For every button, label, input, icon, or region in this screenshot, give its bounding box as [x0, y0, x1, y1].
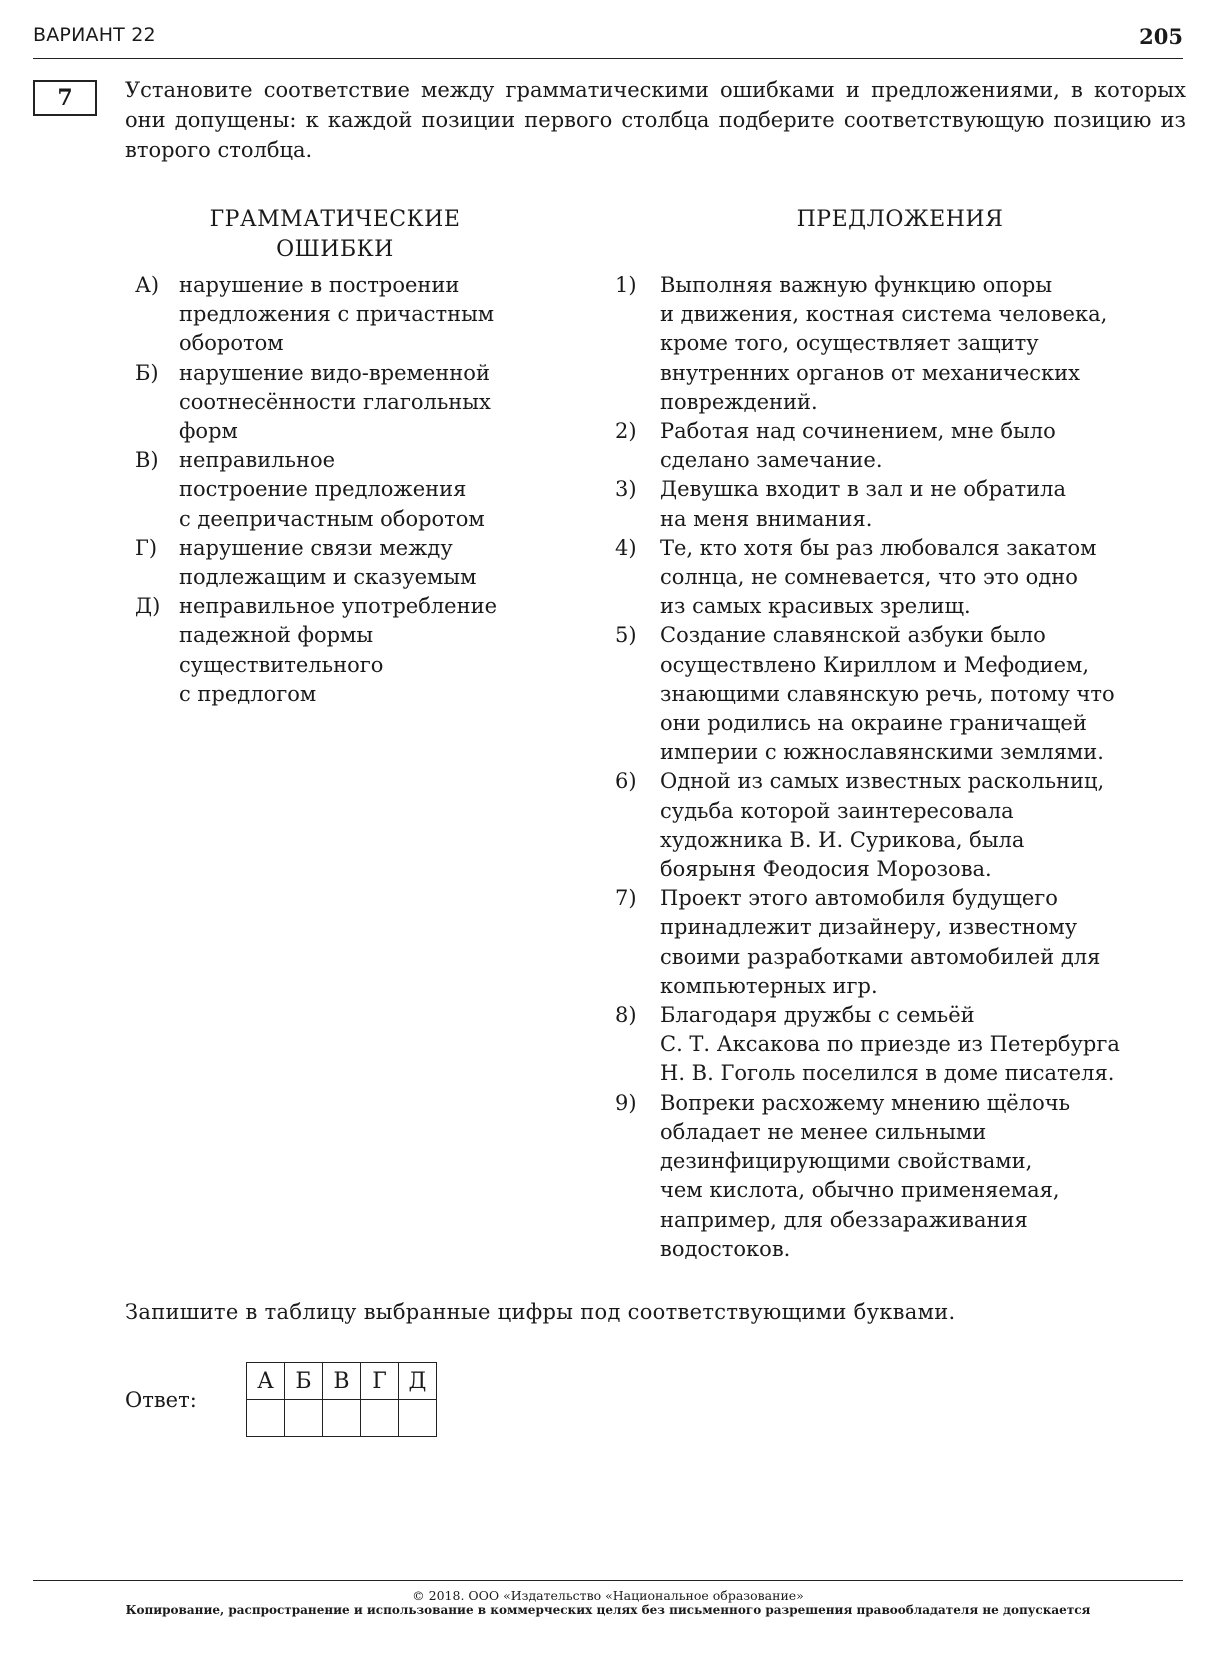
sentence-item-4: [615, 534, 1195, 622]
sentence-text: Выполняя важную функцию опоры и движения, костная система человека, кроме того, осуществляет защиту внутренних органов от механических повреждений.: [660, 273, 1108, 414]
answer-letter-cell: Б: [285, 1363, 323, 1400]
sentence-text: Те, кто хотя бы раз любовался закатом солнца, не сомневается, что это одно из самых красивых зрелищ.: [660, 535, 1097, 619]
error-text: нарушение в построении предложения с причастным оборотом: [179, 273, 495, 356]
answer-input-cell-g[interactable]: [361, 1400, 399, 1437]
error-label: Д): [135, 594, 161, 619]
answer-letters-row: [247, 1363, 437, 1400]
sentence-label: 4): [615, 535, 637, 560]
error-label: А): [135, 273, 160, 297]
sentence-label: 1): [615, 273, 637, 297]
sentence-item-6: [615, 767, 1195, 884]
sentence-item-8: [615, 1001, 1195, 1089]
error-label: Г): [135, 535, 158, 560]
footer-copyright: © 2018. ООО «Издательство «Национальное образование»: [412, 1588, 804, 1603]
left-column-title: ГРАММАТИЧЕСКИЕ ОШИБКИ: [209, 207, 461, 262]
sentence-text: Одной из самых известных раскольниц, судьба которой заинтересовала художника В. И. Сурикова, была боярыня Феодосия Морозова.: [660, 769, 1105, 882]
answer-input-cell-v[interactable]: [323, 1400, 361, 1437]
sentence-label: 3): [615, 477, 637, 502]
error-item-g: [135, 534, 555, 592]
page-header: [33, 20, 1183, 59]
sentence-label: 7): [615, 886, 637, 911]
sentence-label: 9): [615, 1090, 637, 1115]
error-text: неправильное употребление падежной формы существительного с предлогом: [179, 594, 498, 706]
error-text: нарушение связи между подлежащим и сказуемым: [179, 535, 477, 590]
answer-input-cell-b[interactable]: [285, 1400, 323, 1437]
error-label: В): [135, 448, 159, 473]
error-label: Б): [135, 360, 159, 385]
error-item-v: [135, 446, 555, 534]
sentence-text: Проект этого автомобиля будущего принадлежит дизайнеру, известному своими разработками автомобилей для компьютерных игр.: [660, 886, 1101, 998]
error-item-a: [135, 271, 555, 359]
sentence-item-3: [615, 475, 1195, 533]
answer-letter-cell: А: [247, 1363, 285, 1400]
answer-input-cell-d[interactable]: [399, 1400, 437, 1437]
task-number-box: 7: [33, 80, 97, 116]
sentence-item-7: [615, 884, 1195, 1001]
answer-values-row: [247, 1400, 437, 1437]
sentence-text: Вопреки расхожему мнению щёлочь обладает не менее сильными дезинфицирующими свойствами, чем кислота, обычно применяемая, например, для обеззараживания водостоков.: [660, 1090, 1071, 1261]
sentence-text: Девушка входит в зал и не обратила на меня внимания.: [660, 477, 1067, 531]
error-item-d: [135, 592, 555, 709]
sentence-text: Создание славянской азбуки было осуществлено Кириллом и Мефодием, знающими славянскую речь, потому что они родились на окраине граничащей империи с южнославянскими землями.: [660, 623, 1115, 765]
sentence-text: Работая над сочинением, мне было сделано замечание.: [660, 419, 1056, 473]
variant-title: ВАРИАНТ 22: [33, 24, 156, 46]
sentence-label: 6): [615, 769, 637, 794]
sentence-item-5: [615, 621, 1195, 767]
error-text: нарушение видо-временной соотнесённости глагольных форм: [179, 360, 491, 444]
answer-label: Ответ:: [125, 1388, 197, 1412]
answer-letter-cell: В: [323, 1363, 361, 1400]
sentence-text: Благодаря дружбы с семьёй С. Т. Аксакова по приезде из Петербурга Н. В. Гоголь поселился в доме писателя.: [660, 1003, 1120, 1086]
sentences-list: [615, 271, 1195, 1264]
answer-letter-cell: Г: [361, 1363, 399, 1400]
answer-input-cell-a[interactable]: [247, 1400, 285, 1437]
footer-rights: Копирование, распространение и использование в коммерческих целях без письменного разрешения правообладателя не допускается: [125, 1603, 1091, 1617]
sentence-label: 2): [615, 419, 637, 444]
answer-letter-cell: Д: [399, 1363, 437, 1400]
right-column-title: ПРЕДЛОЖЕНИЯ: [796, 207, 1004, 232]
page-footer: [33, 1580, 1183, 1618]
page-number: 205: [1139, 24, 1183, 49]
answer-table: [246, 1362, 437, 1437]
sentence-item-9: [615, 1089, 1195, 1264]
sentence-label: 8): [615, 1003, 637, 1028]
sentence-item-2: [615, 417, 1195, 475]
answer-instruction: Запишите в таблицу выбранные цифры под соответствующими буквами.: [125, 1300, 956, 1324]
error-text: неправильное построение предложения с деепричастным оборотом: [179, 448, 485, 531]
task-instruction: Установите соответствие между грамматическими ошибками и предложениями, в которых они допущены: к каждой позиции первого столбца подберите соответствующую позицию из второго столбца.: [125, 78, 1186, 162]
error-item-b: [135, 359, 555, 447]
sentence-item-1: [615, 271, 1195, 417]
sentence-label: 5): [615, 623, 637, 648]
grammar-errors-list: [135, 271, 555, 709]
